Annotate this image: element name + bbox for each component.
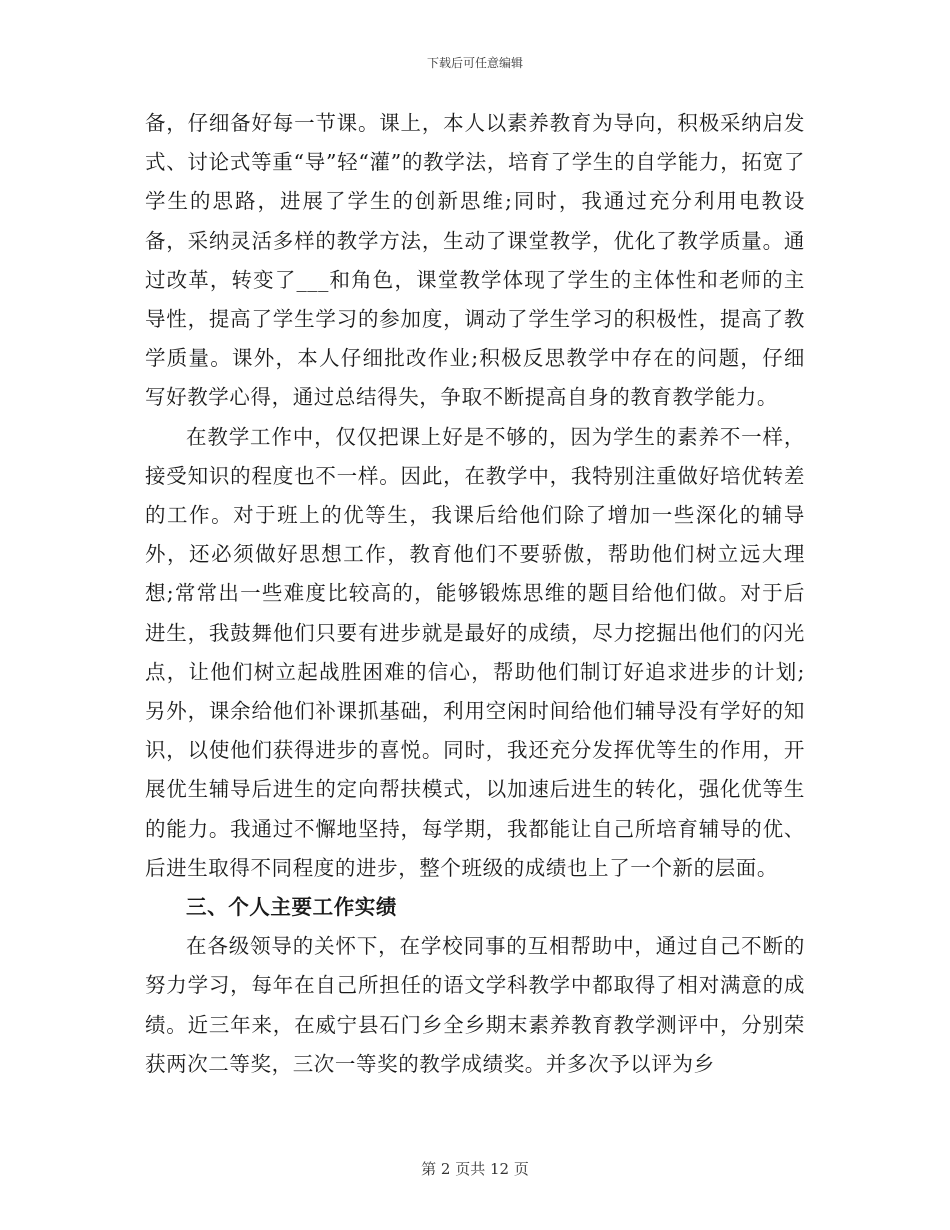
page-number-footer: 第 2 页共 12 页: [421, 1160, 529, 1178]
section-heading: 三、个人主要工作实绩: [186, 895, 397, 920]
paragraph-continued: 备，仔细备好每一节课。课上，本人以素养教育为导向，积极采纳启发式、讨论式等重“导”轻“灌”的教学法，培育了学生的自学能力，拓宽了学生的思路，进展了学生的创新思维;同时，我通过充分利用电教设备，采纳灵活多样的教学方法，生动了课堂教学，优化了教学质量。通过改革，转变了___和角色，课堂教学体现了学生的主体性和老师的主导性，提高了学生学习的参加度，调动了学生学习的积极性，提高了教学质量。课外，本人仔细批改作业;积极反思教学中存在的问题，仔细写好教学心得，通过总结得失，争取不断提高自身的教育教学能力。: [145, 111, 805, 410]
page-header: 下载后可任意编辑: [426, 56, 523, 70]
paragraph-achievements: 在各级领导的关怀下，在学校同事的互相帮助中，通过自己不断的努力学习，每年在自己所担任的语文学科教学中都取得了相对满意的成绩。近三年来，在威宁县石门乡全乡期末素养教育教学测评中，分别荣获两次二等奖，三次一等奖的教学成绩奖。并多次予以评为乡: [145, 934, 805, 1076]
paragraph-tutoring: 在教学工作中，仅仅把课上好是不够的，因为学生的素养不一样，接受知识的程度也不一样。因此，在教学中，我特别注重做好培优转差的工作。对于班上的优等生，我课后给他们除了增加一些深化的辅导外，还必须做好思想工作，教育他们不要骄傲，帮助他们树立远大理想;常常出一些难度比较高的，能够锻炼思维的题目给他们做。对于后进生，我鼓舞他们只要有进步就是最好的成绩，尽力挖掘出他们的闪光点，让他们树立起战胜困难的信心，帮助他们制订好追求进步的计划;另外，课余给他们补课抓基础，利用空闲时间给他们辅导没有学好的知识，以使他们获得进步的喜悦。同时，我还充分发挥优等生的作用，开展优生辅导后进生的定向帮扶模式，以加速后进生的转化，强化优等生的能力。我通过不懈地坚持，每学期，我都能让自己所培育辅导的优、后进生取得不同程度的进步，整个班级的成绩也上了一个新的层面。: [145, 424, 805, 880]
document-body: [145, 104, 805, 1084]
